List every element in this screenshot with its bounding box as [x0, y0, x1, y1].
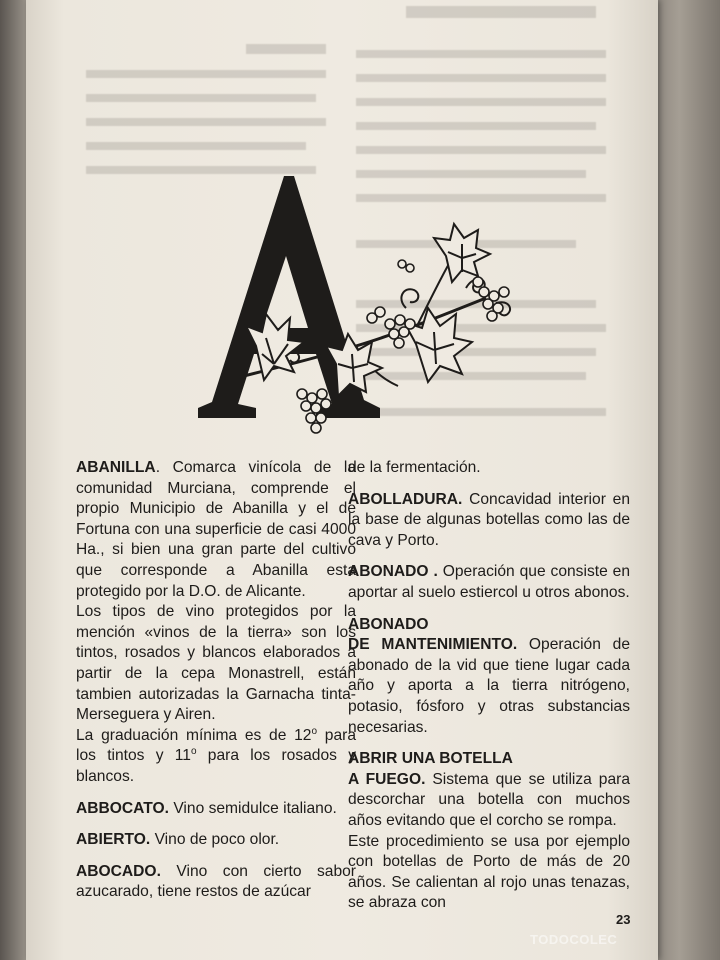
- entry-definition: Vino semidulce italiano.: [168, 799, 337, 817]
- entry-definition: Concavidad interior en la base de algunas botellas como las de cava y Porto.: [348, 490, 630, 549]
- page-number: 23: [616, 912, 631, 927]
- entry-term: A FUEGO.: [348, 770, 426, 788]
- entry-abonado: [348, 562, 630, 603]
- entry-abbocato: [76, 799, 356, 820]
- entry-abonado-mantenimiento: [348, 615, 630, 739]
- watermark: TODOCOLEC: [530, 932, 618, 947]
- right-column: [348, 458, 630, 925]
- entry-term: ABONADO: [348, 615, 429, 633]
- entry-term: ABOLLADURA.: [348, 490, 463, 508]
- entry-definition: de la fermentación.: [348, 459, 481, 476]
- entry-abanilla: [76, 458, 356, 788]
- left-column: [76, 458, 356, 914]
- book-page: [26, 0, 658, 960]
- letter-a-grapevine-illustration: [166, 168, 526, 438]
- entry-abocado: [76, 862, 356, 903]
- entry-abolladura: [348, 490, 630, 552]
- entry-term: ABONADO .: [348, 563, 438, 581]
- entry-abrir-botella: [348, 749, 630, 914]
- entry-abierto: [76, 830, 356, 851]
- entry-definition: Vino de poco olor.: [150, 831, 280, 849]
- entry-definition: Este procedimiento se usa por ejemplo con botellas de Porto de más de 20 años. Se calientan al rojo unas tenazas, se abraza con: [348, 832, 630, 912]
- entry-definition: Vino con cierto sabor azucarado, tiene restos de azúcar: [76, 862, 356, 901]
- entry-definition: Operación de abonado de la vid que tiene lugar cada año y aporta a la tierra nitrógeno, potasio, fósforo y otras substancias necesarias.: [348, 636, 630, 736]
- entry-definition: Operación que consiste en aportar al suelo estiercol u otros abonos.: [348, 563, 631, 601]
- entry-term: ABBOCATO.: [76, 799, 169, 817]
- facing-page-edge: [652, 0, 720, 960]
- entry-definition: . Comarca vinícola de la comunidad Murciana, comprende el propio Municipio de Abanilla y el de Fortuna con una superficie de casi 4000 Ha., si bien una gran parte del cultivo que corresponde a Abanilla esta protegido por la D.O. de Alicante.: [76, 459, 356, 600]
- entry-definition: Sistema que se utiliza para descorchar una botella con muchos años evitando que el corcho se rompa.: [348, 770, 630, 829]
- entry-continuation: [348, 458, 630, 479]
- entry-term: ABANILLA: [76, 459, 156, 476]
- entry-definition: La graduación mínima es de 12$^o$ para los tintos y 11$^o$ para los rosados y blancos.: [76, 725, 357, 785]
- entry-term: ABRIR UNA BOTELLA: [348, 750, 513, 768]
- entry-term: ABIERTO.: [76, 831, 151, 849]
- entry-term: DE MANTENIMIENTO.: [348, 636, 518, 654]
- entry-definition: Los tipos de vino protegidos por la mención «vinos de la tierra» son los tintos, rosados y blancos elaborados a partir de la cepa Monastrell, están tambien autorizadas la Garnacha tinta-Merseguera y Airen.: [76, 603, 356, 724]
- entry-term: ABOCADO.: [76, 862, 161, 880]
